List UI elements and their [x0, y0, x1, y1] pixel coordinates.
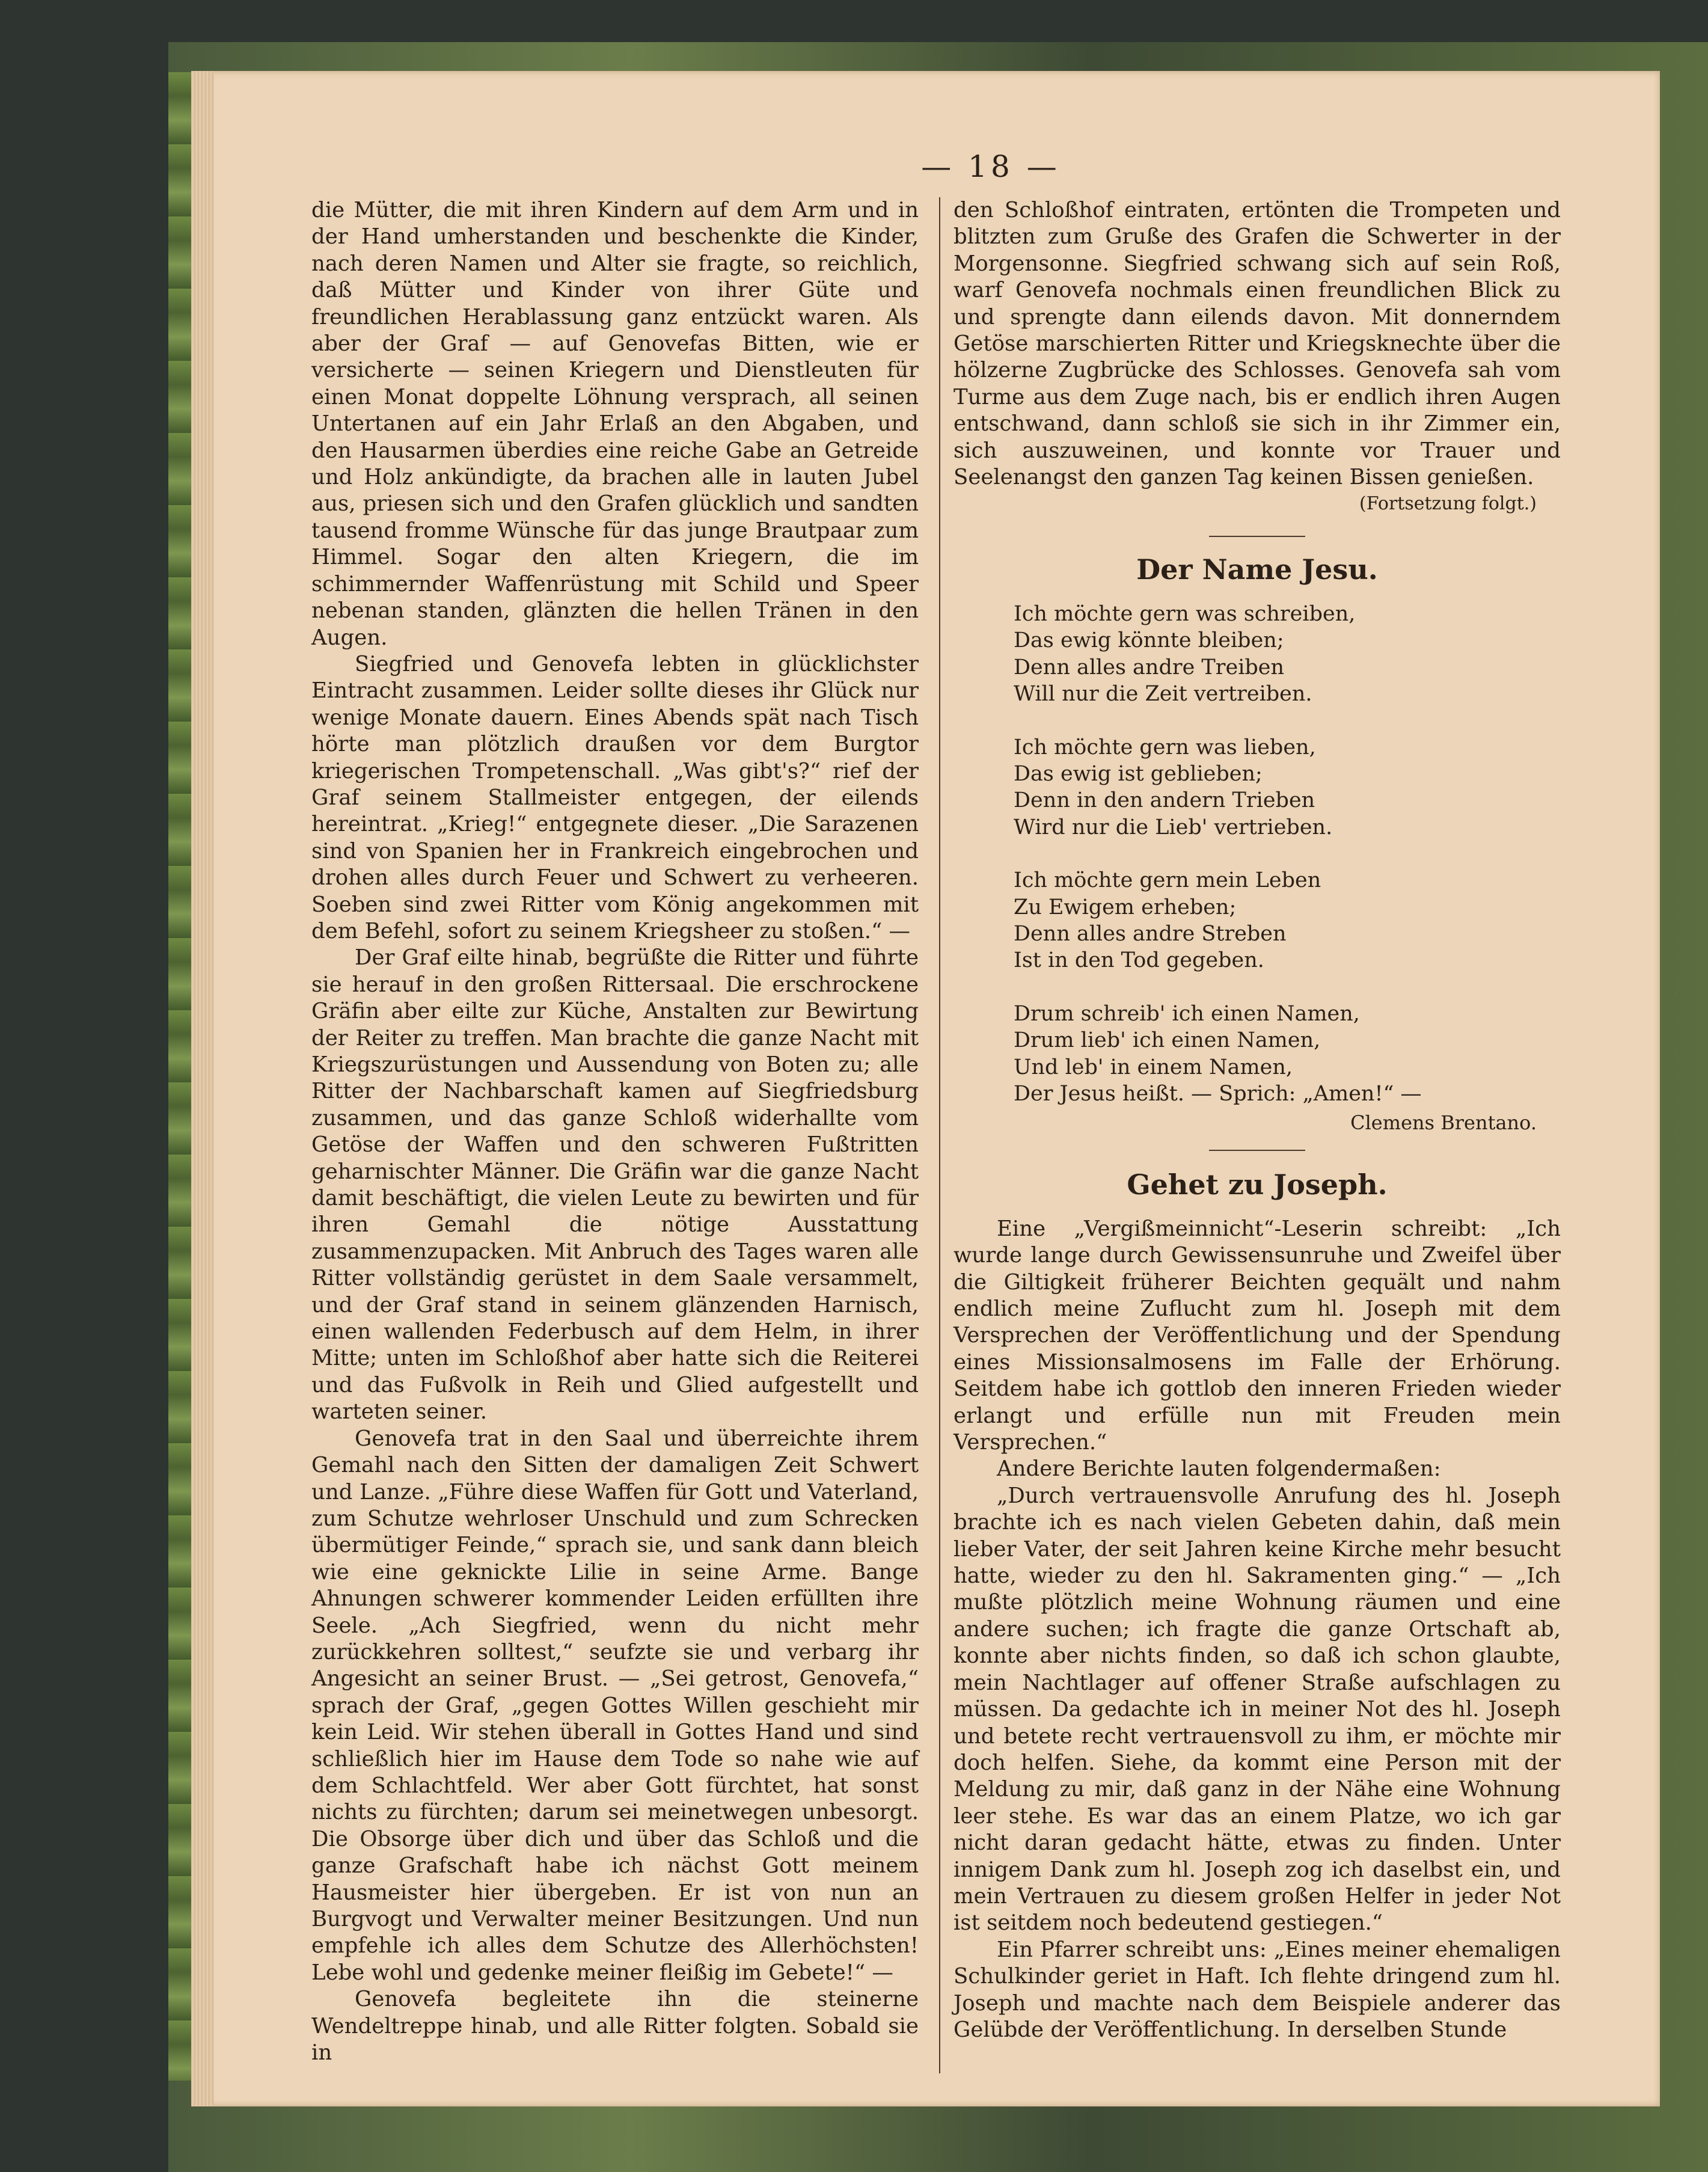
section-divider — [1209, 536, 1305, 537]
poem-line: Das ewig ist geblieben; — [1014, 761, 1263, 786]
paragraph: die Mütter, die mit ihren Kindern auf dem Arm und in der Hand umherstanden und beschenkte die Kinder, nach deren Namen und Alter sie fragte, so reichlich, daß Mütter und Kinder von ihrer Güte und freundlichen Herablassung ganz entzückt waren. Als aber der Graf — auf Genovefas Bitten, wie er versicherte — seinen Kriegern und Dienstleuten für einen Monat doppelte Löhnung versprach, all seinen Untertanen auf ein Jahr Erlaß an den Abgaben, und den Hausarmen überdies eine reiche Gabe an Getreide und Holz ankündigte, da brachen alle in lauten Jubel aus, priesen sich und den Grafen glücklich und sandten tausend fromme Wünsche für das junge Brautpaar zum Himmel. Sogar den alten Kriegern, die im schimmernder Waffenrüstung mit Schild und Speer nebenan standen, glänzten die hellen Tränen in den Augen. — [311, 198, 919, 650]
poem-line: Drum lieb' ich einen Namen, — [1014, 1028, 1321, 1053]
continuation-note: (Fortsetzung folgt.) — [1359, 493, 1537, 515]
right-column — [953, 197, 1561, 2043]
poem-line: Der Jesus heißt. — Sprich: „Amen!“ — — [1014, 1081, 1422, 1106]
section-divider — [1209, 1150, 1305, 1151]
left-column — [311, 197, 919, 2066]
poem-line: Wird nur die Lieb' vertrieben. — [1014, 815, 1333, 839]
poem-line: Denn alles andre Streben — [1014, 921, 1287, 946]
poem-line: Will nur die Zeit vertreiben. — [1014, 682, 1312, 707]
poem-stanza — [1014, 867, 1561, 974]
column-rule — [939, 197, 940, 2073]
paragraph: Siegfried und Genovefa lebten in glücklichster Eintracht zusammen. Leider sollte dieses ihr Glück nur wenige Monate dauern. Eines Abends spät nach Tisch hörte man plötzlich draußen vor dem Burgtor kriegerischen Trompetenschall. „Was gibt's?“ rief der Graf seinem Stallmeister entgegen, der eilends hereintrat. „Krieg!“ entgegnete dieser. „Die Sarazenen sind von Spanien her in Frankreich eingebrochen und drohen alles durch Feuer und Schwert zu verheeren. Soeben sind zwei Ritter vom König angekommen mit dem Befehl, sofort zu seinem Kriegsheer zu stoßen.“ — — [311, 651, 919, 943]
poem-line: Ich möchte gern mein Leben — [1014, 868, 1321, 893]
paragraph: Eine „Vergißmeinnicht“-Leserin schreibt: „Ich wurde lange durch Gewissensunruhe und Zweifel über die Giltigkeit früherer Beichten gequält und nahm endlich meine Zuflucht zum hl. Joseph mit dem Versprechen der Veröffentlichung und der Spendung eines Missionsalmosens im Falle der Erhörung. Seitdem habe ich gottlob den inneren Frieden wieder erlangt und erfülle nun mit Freuden mein Versprechen.“ — [953, 1216, 1561, 1455]
poem-line: Ich möchte gern was lieben, — [1014, 735, 1316, 759]
poem-line: Zu Ewigem erheben; — [1014, 895, 1237, 919]
paragraph: Andere Berichte lauten folgendermaßen: — [997, 1456, 1441, 1482]
paragraph: Genovefa begleitete ihn die steinerne Wendeltreppe hinab, und alle Ritter folgten. Sobald sie in — [311, 1987, 919, 2066]
poem-stanza — [1014, 734, 1561, 841]
poem-line: Drum schreib' ich einen Namen, — [1014, 1001, 1360, 1026]
paragraph: Der Graf eilte hinab, begrüßte die Ritter und führte sie herauf in den großen Rittersaal. Die erschrockene Gräfin aber eilte zur Küche, Anstalten zur Bewirtung der Reiter zu treffen. Man brachte die ganze Nacht mit Kriegszurüstungen und Aussendung von Boten zu; alle Ritter der Nachbarschaft kamen auf Siegfriedsburg zusammen, und das ganze Schloß widerhallte vom Getöse der Waffen und den schweren Fußtritten geharnischter Männer. Die Gräfin war die ganze Nacht damit beschäftigt, die vielen Leute zu bewirten und für ihren Gemahl die nötige Ausstattung zusammenzupacken. Mit Anbruch des Tages waren alle Ritter vollständig gerüstet in dem Saale versammelt, und der Graf stand in seinem glänzenden Harnisch, einen wallenden Federbusch auf dem Helm, in ihrer Mitte; unten im Schloßhof aber hatte sich die Reiterei und das Fußvolk in Reih und Glied aufgestellt und warteten seiner. — [311, 945, 919, 1425]
paragraph: „Durch vertrauensvolle Anrufung des hl. Joseph brachte ich es nach vielen Gebeten dahin, daß mein lieber Vater, der seit Jahren keine Kirche mehr besucht hatte, wieder zu den hl. Sakramenten ging.“ — „Ich mußte plötzlich meine Wohnung räumen und eine andere suchen; ich fragte die ganze Ortschaft ab, konnte aber nichts finden, so daß ich schon glaubte, mein Nachtlager auf offener Straße aufschlagen zu müssen. Da gedachte ich in meiner Not des hl. Joseph und betete recht vertrauensvoll zu ihm, er möchte mir doch helfen. Siehe, da kommt eine Person mit der Meldung zu mir, daß ganz in der Nähe eine Wohnung leer stehe. Es war das an einem Platze, wo ich gar nicht daran gedacht hätte, etwas zu finden. Unter innigem Dank zum hl. Joseph zog ich daselbst ein, und mein Vertrauen zu diesem großen Helfer in jeder Not ist seitdem noch bedeutend gestiegen.“ — [953, 1483, 1561, 1936]
poem-author: Clemens Brentano. — [1350, 1111, 1537, 1135]
poem-line: Ich möchte gern was schreiben, — [1014, 601, 1356, 626]
poem-stanza — [1014, 1001, 1561, 1108]
paragraph: den Schloßhof eintraten, ertönten die Trompeten und blitzten zum Gruße des Grafen die Schwerter in der Morgensonne. Siegfried schwang sich auf sein Roß, warf Genovefa nochmals einen freundlichen Blick zu und sprengte dann eilends davon. Mit donnerndem Getöse marschierten Ritter und Kriegsknechte über die hölzerne Zugbrücke des Schlosses. Genovefa sah vom Turme aus dem Zuge nach, bis er endlich ihren Augen entschwand, dann schloß sie sich in ihr Zimmer ein, sich auszuweinen, und konnte vor Trauer und Seelenangst den ganzen Tag keinen Bissen genießen. — [953, 198, 1561, 490]
poem-line: Und leb' in einem Namen, — [1014, 1055, 1293, 1079]
poem-stanza — [1014, 601, 1561, 708]
poem-line: Denn in den andern Trieben — [1014, 788, 1315, 813]
book-page — [191, 71, 1660, 2106]
poem-line: Ist in den Tod gegeben. — [1014, 948, 1264, 973]
poem-title: Der Name Jesu. — [1136, 553, 1378, 586]
article-title: Gehet zu Joseph. — [1127, 1168, 1388, 1201]
paragraph: Genovefa trat in den Saal und überreichte ihrem Gemahl nach den Sitten der damaligen Zeit Schwert und Lanze. „Führe diese Waffen für Gott und Vaterland, zum Schutze wehrloser Unschuld und zum Schrecken übermütiger Feinde,“ sprach sie, und sank dann bleich wie eine geknickte Lilie in seine Arme. Bange Ahnungen schwerer kommender Leiden erfüllten ihre Seele. „Ach Siegfried, wenn du nicht mehr zurückkehren solltest,“ seufzte sie und verbarg ihr Angesicht an seiner Brust. — „Sei getrost, Genovefa,“ sprach der Graf, „gegen Gottes Willen geschieht mir kein Leid. Wir stehen überall in Gottes Hand und sind schließlich hier im Hause dem Tode so nahe wie auf dem Schlachtfeld. Wer aber Gott fürchtet, hat sonst nichts zu fürchten; darum sei meinetwegen unbesorgt. Die Obsorge über dich und über das Schloß und die ganze Grafschaft habe ich nächst Gott meinem Hausmeister hier übergeben. Er ist von nun an Burgvogt und Verwalter meiner Besitzungen. Und nun empfehle ich alles dem Schutze des Allerhöchsten! Lebe wohl und gedenke meiner fleißig im Gebete!“ — — [311, 1426, 919, 1985]
page-number: — 18 — — [921, 149, 1061, 184]
paragraph: Ein Pfarrer schreibt uns: „Eines meiner ehemaligen Schulkinder geriet in Haft. Ich flehte dringend zum hl. Joseph und machte nach dem Beispiele anderer das Gelübde der Veröffentlichung. In derselben Stunde — [953, 1937, 1561, 2042]
page-edges — [191, 71, 214, 2106]
poem-line: Denn alles andre Treiben — [1014, 655, 1285, 680]
poem-line: Das ewig könnte bleiben; — [1014, 628, 1284, 653]
poem — [1014, 601, 1561, 1108]
